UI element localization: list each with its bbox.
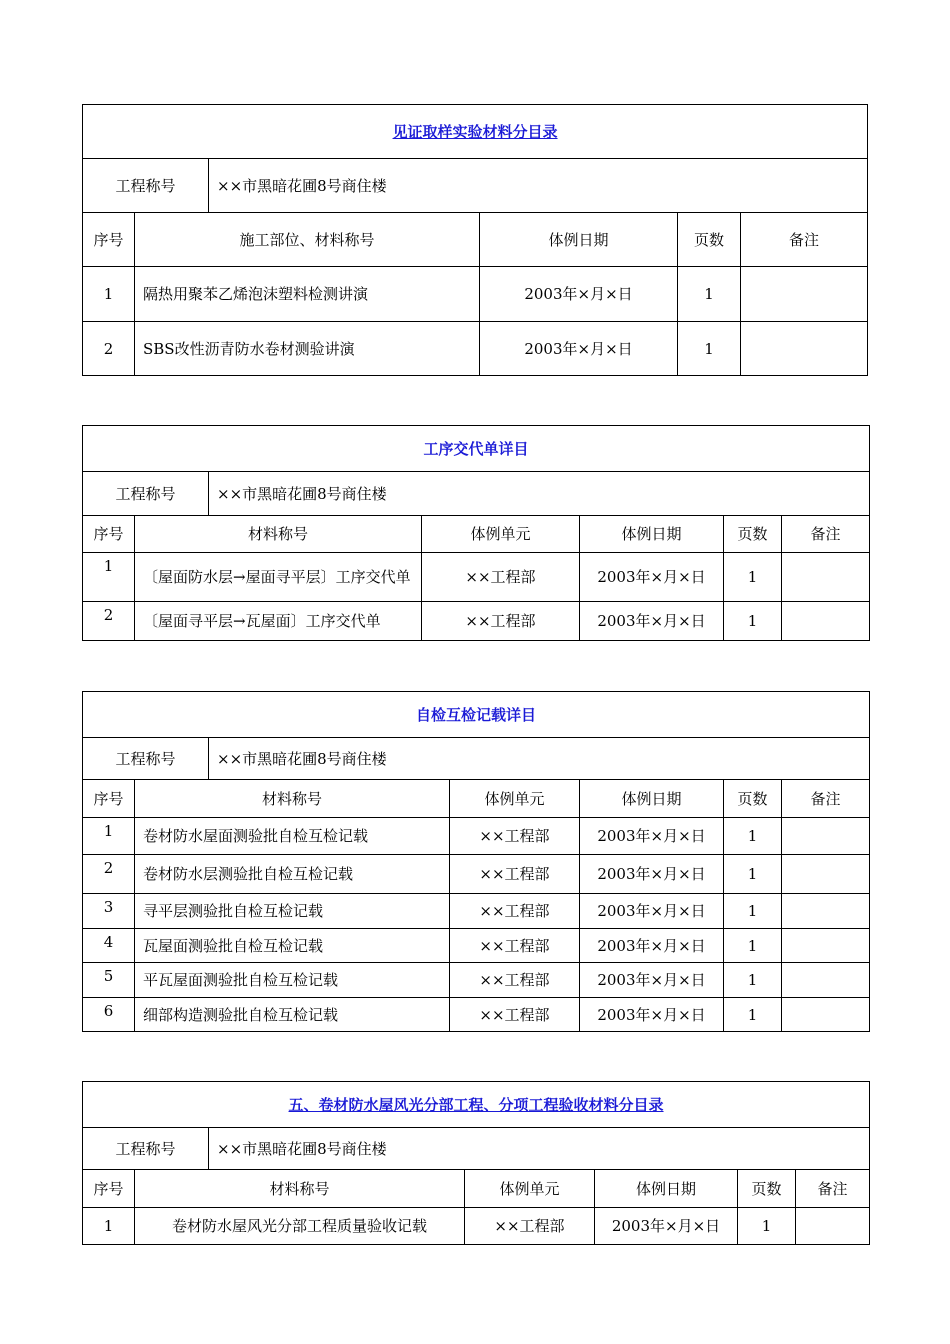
header-pages: 页数 bbox=[724, 780, 782, 818]
header-name: 材料称号 bbox=[135, 516, 422, 553]
row-pages: 1 bbox=[724, 602, 782, 641]
header-note: 备注 bbox=[782, 780, 870, 818]
row-name: 隔热用聚苯乙烯泡沫塑料检测讲演 bbox=[135, 267, 480, 322]
table-title: 见证取样实验材料分目录 bbox=[83, 105, 868, 159]
row-name: 卷材防水屋风光分部工程质量验收记载 bbox=[135, 1208, 465, 1245]
row-name: 卷材防水层测验批自检互检记载 bbox=[135, 855, 450, 894]
row-note bbox=[782, 929, 870, 963]
project-label: 工程称号 bbox=[83, 1128, 209, 1170]
witness-sampling-table bbox=[82, 104, 868, 376]
row-note bbox=[782, 894, 870, 929]
row-seq: 1 bbox=[83, 1208, 135, 1245]
row-name: 卷材防水屋面测验批自检互检记载 bbox=[135, 818, 450, 855]
process-handover-table bbox=[82, 425, 870, 641]
header-unit: 体例单元 bbox=[422, 516, 580, 553]
header-date: 体例日期 bbox=[580, 516, 724, 553]
row-seq: 2 bbox=[83, 602, 135, 641]
header-note: 备注 bbox=[741, 213, 868, 267]
header-seq: 序号 bbox=[83, 780, 135, 818]
row-seq: 6 bbox=[83, 998, 135, 1032]
header-seq: 序号 bbox=[83, 213, 135, 267]
table-row bbox=[83, 322, 868, 376]
header-pages: 页数 bbox=[678, 213, 741, 267]
table-title: 自检互检记载详目 bbox=[83, 692, 870, 738]
table-row bbox=[83, 855, 870, 894]
row-name: 寻平层测验批自检互检记载 bbox=[135, 894, 450, 929]
row-unit: ××工程部 bbox=[450, 998, 580, 1032]
header-name: 施工部位、材料称号 bbox=[135, 213, 480, 267]
row-unit: ××工程部 bbox=[450, 818, 580, 855]
row-unit: ××工程部 bbox=[422, 553, 580, 602]
table-row bbox=[83, 894, 870, 929]
row-pages: 1 bbox=[724, 553, 782, 602]
table-row bbox=[83, 818, 870, 855]
project-label: 工程称号 bbox=[83, 738, 209, 780]
table-row bbox=[83, 602, 870, 641]
table-title: 工序交代单详目 bbox=[83, 426, 870, 472]
row-date: 2003年×月×日 bbox=[480, 322, 678, 376]
row-unit: ××工程部 bbox=[422, 602, 580, 641]
row-note bbox=[782, 963, 870, 998]
row-seq: 5 bbox=[83, 963, 135, 998]
project-label: 工程称号 bbox=[83, 472, 209, 516]
header-unit: 体例单元 bbox=[450, 780, 580, 818]
acceptance-materials-table bbox=[82, 1081, 870, 1245]
row-seq: 4 bbox=[83, 929, 135, 963]
header-note: 备注 bbox=[782, 516, 870, 553]
row-date: 2003年×月×日 bbox=[580, 602, 724, 641]
row-note bbox=[741, 267, 868, 322]
table-row bbox=[83, 1208, 870, 1245]
row-unit: ××工程部 bbox=[450, 855, 580, 894]
project-label: 工程称号 bbox=[83, 159, 209, 213]
row-date: 2003年×月×日 bbox=[580, 855, 724, 894]
row-seq: 2 bbox=[83, 855, 135, 894]
header-seq: 序号 bbox=[83, 516, 135, 553]
row-unit: ××工程部 bbox=[465, 1208, 595, 1245]
row-name: 细部构造测验批自检互检记载 bbox=[135, 998, 450, 1032]
row-date: 2003年×月×日 bbox=[580, 963, 724, 998]
row-unit: ××工程部 bbox=[450, 963, 580, 998]
header-date: 体例日期 bbox=[580, 780, 724, 818]
header-unit: 体例单元 bbox=[465, 1170, 595, 1208]
row-seq: 1 bbox=[83, 267, 135, 322]
row-name: SBS改性沥青防水卷材测验讲演 bbox=[135, 322, 480, 376]
row-name: 瓦屋面测验批自检互检记载 bbox=[135, 929, 450, 963]
header-pages: 页数 bbox=[724, 516, 782, 553]
row-note bbox=[782, 553, 870, 602]
row-seq: 1 bbox=[83, 818, 135, 855]
row-pages: 1 bbox=[724, 963, 782, 998]
row-note bbox=[782, 818, 870, 855]
row-note bbox=[782, 998, 870, 1032]
row-note bbox=[741, 322, 868, 376]
table-row bbox=[83, 929, 870, 963]
header-pages: 页数 bbox=[738, 1170, 796, 1208]
table-title: 五、卷材防水屋风光分部工程、分项工程验收材料分目录 bbox=[83, 1082, 870, 1128]
row-name: 平瓦屋面测验批自检互检记载 bbox=[135, 963, 450, 998]
table-row bbox=[83, 998, 870, 1032]
row-pages: 1 bbox=[678, 267, 741, 322]
row-date: 2003年×月×日 bbox=[580, 894, 724, 929]
project-value: ××市黑暗花圃8号商住楼 bbox=[209, 159, 868, 213]
row-date: 2003年×月×日 bbox=[580, 818, 724, 855]
row-date: 2003年×月×日 bbox=[480, 267, 678, 322]
row-seq: 3 bbox=[83, 894, 135, 929]
row-seq: 2 bbox=[83, 322, 135, 376]
row-pages: 1 bbox=[724, 929, 782, 963]
row-date: 2003年×月×日 bbox=[580, 929, 724, 963]
row-note bbox=[796, 1208, 870, 1245]
project-value: ××市黑暗花圃8号商住楼 bbox=[209, 472, 870, 516]
table-row bbox=[83, 553, 870, 602]
row-pages: 1 bbox=[724, 894, 782, 929]
row-note bbox=[782, 602, 870, 641]
header-date: 体例日期 bbox=[595, 1170, 738, 1208]
table-row bbox=[83, 267, 868, 322]
row-pages: 1 bbox=[738, 1208, 796, 1245]
row-pages: 1 bbox=[724, 818, 782, 855]
row-date: 2003年×月×日 bbox=[595, 1208, 738, 1245]
row-date: 2003年×月×日 bbox=[580, 553, 724, 602]
row-unit: ××工程部 bbox=[450, 929, 580, 963]
header-seq: 序号 bbox=[83, 1170, 135, 1208]
row-name: 〔屋面寻平层→瓦屋面〕工序交代单 bbox=[135, 602, 422, 641]
row-pages: 1 bbox=[724, 855, 782, 894]
row-name: 〔屋面防水层→屋面寻平层〕工序交代单 bbox=[135, 553, 422, 602]
row-pages: 1 bbox=[724, 998, 782, 1032]
row-unit: ××工程部 bbox=[450, 894, 580, 929]
row-date: 2003年×月×日 bbox=[580, 998, 724, 1032]
self-inspection-table bbox=[82, 691, 870, 1032]
header-note: 备注 bbox=[796, 1170, 870, 1208]
header-name: 材料称号 bbox=[135, 1170, 465, 1208]
row-seq: 1 bbox=[83, 553, 135, 602]
project-value: ××市黑暗花圃8号商住楼 bbox=[209, 738, 870, 780]
table-row bbox=[83, 963, 870, 998]
header-date: 体例日期 bbox=[480, 213, 678, 267]
row-note bbox=[782, 855, 870, 894]
row-pages: 1 bbox=[678, 322, 741, 376]
header-name: 材料称号 bbox=[135, 780, 450, 818]
project-value: ××市黑暗花圃8号商住楼 bbox=[209, 1128, 870, 1170]
